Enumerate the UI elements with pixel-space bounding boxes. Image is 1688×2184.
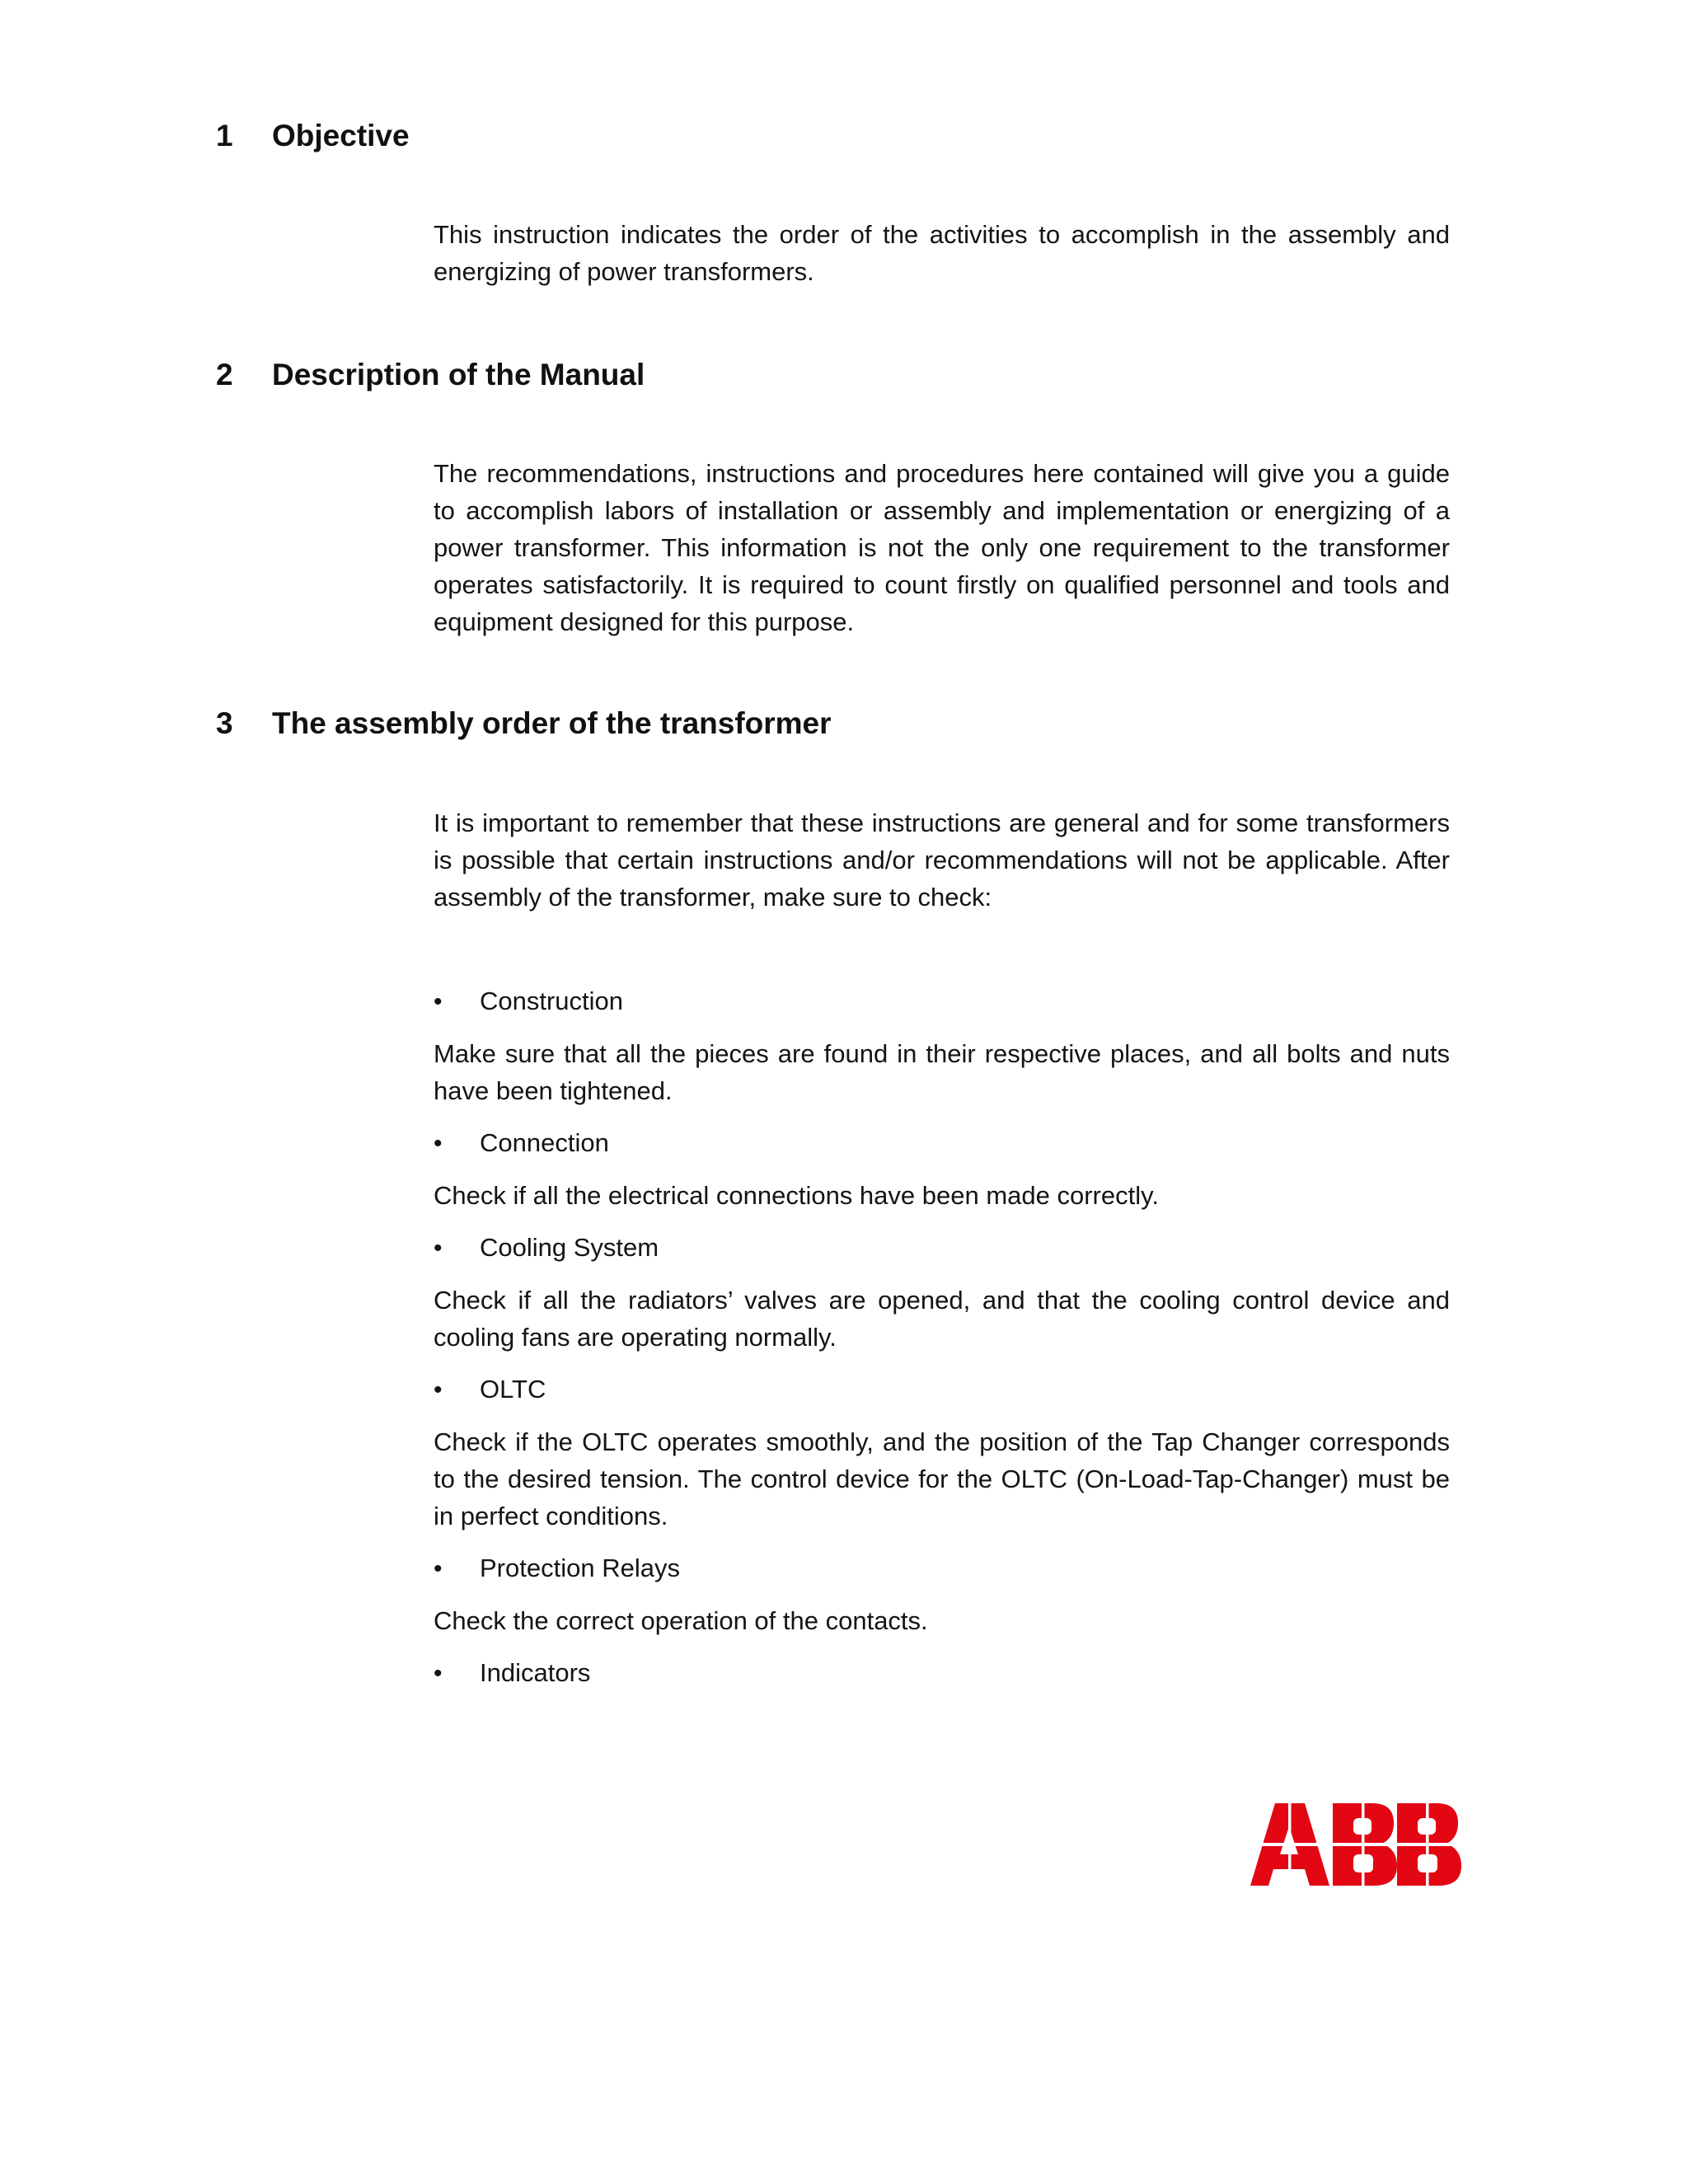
checklist-item-indicators <box>434 1654 590 1692</box>
section-2-paragraph: The recommendations, instructions and procedures here contained will give you a guide to accomplish labors of installation or assembly and implementation or energizing of a power transformer. This information is not the only one requirement to the transformer operates satisfactorily. It is required to count firstly on qualified personnel and tools and equipment designed for this purpose. <box>434 459 1450 636</box>
section-2-title: Description of the Manual <box>272 358 645 391</box>
section-1-heading <box>216 118 410 154</box>
bullet-icon: • <box>434 1130 443 1157</box>
section-2-number: 2 <box>216 358 233 391</box>
checklist-label: Indicators <box>480 1658 591 1687</box>
section-1-title: Objective <box>272 119 410 152</box>
section-3-title: The assembly order of the transformer <box>272 706 832 740</box>
section-2-heading <box>216 357 645 393</box>
abb-logo <box>1250 1803 1461 1886</box>
checklist-label: Connection <box>480 1128 609 1157</box>
bullet-icon: • <box>434 1555 443 1582</box>
checklist-text-oltc: Check if the OLTC operates smoothly, and the position of the Tap Changer corresponds to the desired tension. The control device for the OLTC (On-Load-Tap-Changer) must be in perfect conditions. <box>434 1427 1450 1530</box>
bullet-icon: • <box>434 1376 443 1404</box>
bullet-icon: • <box>434 1660 443 1687</box>
checklist-text-cooling-system: Check if all the radiators’ valves are opened, and that the cooling control device and cooling fans are operating normally. <box>434 1286 1450 1352</box>
checklist-item-oltc <box>434 1371 546 1408</box>
checklist-label: Protection Relays <box>480 1554 680 1582</box>
checklist-text-protection-relays: Check the correct operation of the contacts. <box>434 1606 928 1635</box>
bullet-icon: • <box>434 1235 443 1262</box>
checklist-item-cooling-system <box>434 1229 659 1267</box>
section-1-paragraph: This instruction indicates the order of the activities to accomplish in the assembly and energizing of power transformers. <box>434 220 1450 286</box>
section-1-number: 1 <box>216 119 233 152</box>
bullet-icon: • <box>434 988 443 1015</box>
checklist-text-connection: Check if all the electrical connections have been made correctly. <box>434 1181 1159 1210</box>
checklist-label: OLTC <box>480 1375 546 1404</box>
section-3-paragraph: It is important to remember that these instructions are general and for some transformers is possible that certain instructions and/or recommendations will not be applicable. After assembly of the transformer, make sure to check: <box>434 808 1450 912</box>
checklist-label: Construction <box>480 987 624 1015</box>
section-3-heading <box>216 705 832 742</box>
section-3-number: 3 <box>216 706 233 740</box>
checklist-label: Cooling System <box>480 1233 659 1262</box>
checklist-item-construction <box>434 982 623 1020</box>
checklist-text-construction: Make sure that all the pieces are found in their respective places, and all bolts and nuts have been tightened. <box>434 1039 1450 1105</box>
checklist-item-protection-relays <box>434 1549 680 1587</box>
checklist-item-connection <box>434 1124 609 1162</box>
